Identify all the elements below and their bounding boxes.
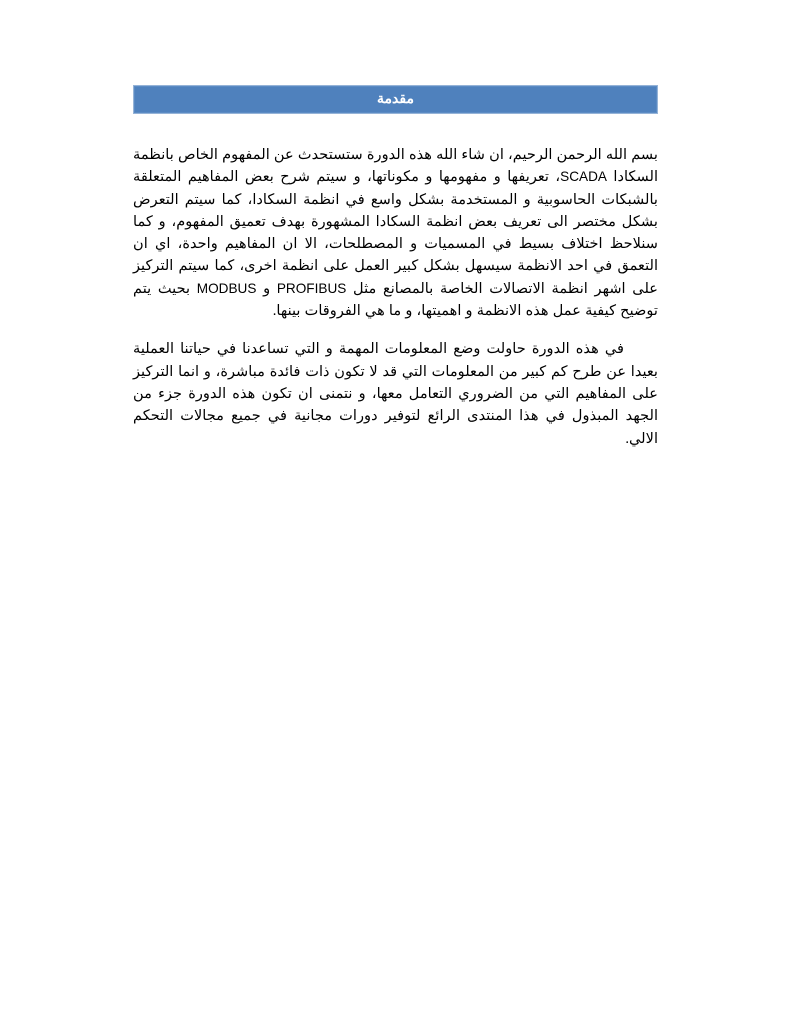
page-title: مقدمة: [377, 91, 414, 107]
body-copy: [133, 144, 658, 450]
paragraph-1: بسم الله الرحمن الرحيم، ان شاء الله هذه الدورة ستستحدث عن المفهوم الخاص بانظمة السكادا SCADA، تعريفها و مفهومها و مكوناتها، و سيتم شرح بعض المفاهيم المتعلقة بالشبكات الحاسوبية و المستخدمة بشكل واسع في انظمة السكادا، كما سيتم التعرض بشكل مختصر الى تعريف بعض انظمة السكادا المشهورة بهدف تعميق المفهوم، و كما سنلاحظ اختلاف بسيط في المسميات و المصطلحات، الا ان المفاهيم واحدة، اي ان التعمق في احد الانظمة سيسهل بشكل كبير العمل على انظمة اخرى، كما سيتم التركيز على اشهر انظمة الاتصالات الخاصة بالمصانع مثل PROFIBUS و MODBUS بحيث يتم توضيح كيفية عمل هذه الانظمة و اهميتها، و ما هي الفروقات بينها.: [133, 147, 658, 320]
section-heading-banner: [133, 85, 658, 114]
paragraph-2: في هذه الدورة حاولت وضع المعلومات المهمة و التي تساعدنا في حياتنا العملية بعيدا عن طرح كم كبير من المعلومات التي قد لا تكون ذات فائدة مباشرة، و انما التركيز على المفاهيم التي من الضروري التعامل معها، و نتمنى ان تكون هذه الدورة جزء من الجهد المبذول في هذا المنتدى الرائع لتوفير دورات مجانية في جميع مجالات التحكم الالي.: [133, 341, 658, 447]
document-content: [133, 85, 658, 450]
